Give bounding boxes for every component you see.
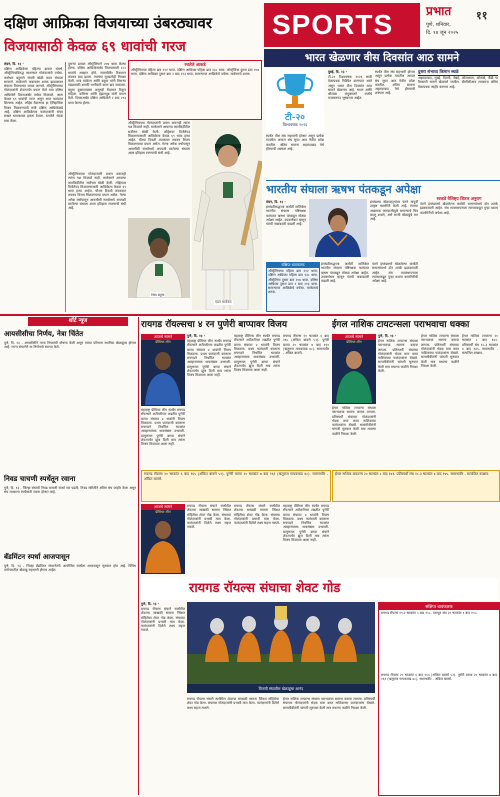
short-news-item3-title: बॅडमिंटन स्पर्धा आजपासून [4,553,70,561]
markram-caption: एडन मार्करम [215,300,232,304]
t20-logo-sub: विश्वचषक २०२६ [282,122,308,127]
mpl2-column-3: ईगल नाशिक टायटन्स २० षटकांत ८ बाद १४२. प्रतिस्पर्धी संघ १८.३ षटकांत ४ बाद १४५. सामनावीर - सत्यजित बच्छाव. [462,334,498,356]
mpl3-card [141,504,185,574]
mpl3-card-sub: प्रीमियर लीग [155,510,171,514]
pant-box-title: रवकडे वैशिष्ट्य शितल अनुराग [436,196,482,201]
pant-headline: भारतीय संघाला ऋषभ पंतकडून अपेक्षा [266,180,500,199]
mpl3-team-photo [187,602,375,684]
mpl3-bottom-column-2: ईगल नाशिक टायटन्स संघाला पराभवाचा सामना करावा लागला. प्रतिस्पर्धी संघाच्या गोलंदाजांनी भेदक मारा करत नाशिकच्या फलंदाजांना रोखले. सलामीवीरांनी चांगली सुरुवात केली मात्र मधल्या फळीने निराशा केली. [283,697,375,710]
left-column-2: दुसऱ्या डावात ऑस्ट्रेलियाने २०७ धावा केल्या होत्या. दक्षिण आफ्रिकेसमोर विजयासाठी २८२ धावांचे आव्हान होते. सलामीवीर रिकल्टन लवकर बाद झाला. त्यानंतर मुल्डरनेही निराशा केली. मात्र मार्करम आणि बवुमा यांनी तिसऱ्या गड्यासाठी शतकी भागीदारी करत डाव सावरला. बवुमा दुखापतग्रस्त असूनही मैदानात टिकून राहिला. कमिन्स आणि हेझलवूड यांनी प्रयत्न केले. दिवसअखेर दक्षिण आफ्रिकेने २ बाद २१३ धावा केल्या होत्या. [68,62,126,105]
t20-logo-text: टी-२० [285,113,305,123]
mpl3-scorebox-extra: रायगड रॉयल्स २० षटकांत ६ बाद १६५ (अंकित बावणे ५२). पुणेरी बाप्पा २० षटकांत ७ बाद १६१ (ऋतुराज गायकवाड ४८). सामनावीर - अंकित बावणे. [381,673,497,682]
mpl2-headline: ईगल नाशिक टायटन्सला पराभवाचा धक्का [332,320,470,330]
mpl1-card-sub: प्रीमियर लीग [155,340,171,344]
t20-dateline: दुबई, दि. १३ - [328,70,348,74]
mpl3-column-3: महाराष्ट्र प्रीमियर लीग स्पर्धेत रायगड रॉयल्सने अटीतटीच्या लढतीत पुणेरी बाप्पा संघावर ४ धावांनी विजय मिळवला. प्रथम फलंदाजी करताना रायगडने निर्धारित षटकांत आव्हानात्मक धावसंख्या उभारली. प्रत्युत्तरात पुणेरी बाप्पा संघाने शेवटपर्यंत झुंज दिली मात्र त्यांना विजय मिळवता आला नाही. [283,504,329,543]
mpl3-photo-caption: विजयी संघातील खेळाडूंचा आनंद [187,684,375,693]
short-news-item1-title: आयसीसीचा निर्णय, नेत्रा चिंतेत [4,330,84,338]
mpl2-column-2: ईगल नाशिक टायटन्स संघाला पराभवाचा सामना करावा लागला. प्रतिस्पर्धी संघाच्या गोलंदाजांनी भेदक मारा करत नाशिकच्या फलंदाजांना रोखले. सलामीवीरांनी चांगली सुरुवात केली मात्र मधल्या फळीने निराशा केली. [421,334,459,369]
short-news-item3-body: पुणे, दि. १३ - जिल्हा बॅडमिंटन संघटनेतर्फे आयोजित स्पर्धेला आजपासून सुरुवात होत आहे. विविध वयोगटातील खेळाडू सहभागी होणार आहेत. [4,564,136,573]
mpl1-under-card: महाराष्ट्र प्रीमियर लीग स्पर्धेत रायगड रॉयल्सने अटीतटीच्या लढतीत पुणेरी बाप्पा संघावर ४ धावांनी विजय मिळवला. प्रथम फलंदाजी करताना रायगडने निर्धारित षटकांत आव्हानात्मक धावसंख्या उभारली. प्रत्युत्तरात पुणेरी बाप्पा संघाने शेवटपर्यंत झुंज दिली मात्र त्यांना विजय मिळवता आला नाही. [141,408,185,447]
pant-dateline: लंडन, दि. १३ - [266,200,286,204]
mpl1-card [141,334,185,406]
pant-box [420,196,498,306]
player-silhouette-icon [141,515,185,573]
mpl1-scorebar-text: रायगड रॉयल्स २० षटकांत ६ बाद १६५ (अंकित बावणे ५२). पुणेरी बाप्पा २० षटकांत ७ बाद १६१ (ऋतुराज गायकवाड ४८). सामनावीर - अंकित बावणे. [144,472,328,481]
mpl3-card-title: आजचे सामने [141,504,185,510]
page-number: ११ [476,9,488,22]
batter-illustration [192,120,262,310]
bavuma-photo [128,218,190,298]
pant-box-body: पंतने इंग्लंडमध्ये खेळलेल्या कसोटी सामन्यांमध्ये दोन शतके झळकावली आहेत. संघ व्यवस्थापनाला त्याच्याकडून पुन्हा तशाच कामगिरीची अपेक्षा आहे. [420,202,498,215]
left-story-headline-1: दक्षिण आफ्रिका विजयाच्या उंबरठ्यावर [4,14,212,32]
pant-column-2: इंग्लंडच्या खेळपट्ट्यांवर पंतने यापूर्वी उत्कृष्ट कामगिरी केली आहे. त्याच्या आक्रमक फलंदाजीमुळे सामन्याचे चित्र बदलू शकते, असे माजी खेळाडूंचे मत आहे. [370,200,418,222]
t20-column-1: टी-२० विश्वचषक २०२६ साठी वेळापत्रक निश्चित करण्यात आले असून भारत वीस दिवसांत आठ सामने खेळणार आहे. भारत आणि श्रीलंका संयुक्तपणे स्पर्धेचे यजमानपद भूषवणार आहेत. [328,75,372,101]
short-news-item2-body: पुणे, दि. १३ - जिल्हा संघाची निवड चाचणी स्पर्धा पार पडली. निवड समितीने अंतिम संघ जाहीर केला असून संघ लवकरच स्पर्धेसाठी रवाना होणार आहे. [4,486,136,495]
stats-box [128,60,262,120]
mpl2-under-card: ईगल नाशिक टायटन्स संघाला पराभवाचा सामना करावा लागला. प्रतिस्पर्धी संघाच्या गोलंदाजांनी भेदक मारा करत नाशिकच्या फलंदाजांना रोखले. सलामीवीरांनी चांगली सुरुवात केली मात्र मधल्या फळीने निराशा केली. [332,406,376,436]
column-rule [65,62,66,312]
issue-date: दि. १४ जून २०२५ [426,30,459,36]
left-dateline: लंडन, दि. १३ - [4,62,24,66]
pant-column-3: इंग्लंडविरुद्धच्या कसोटी मालिकेत भारतीय संघाला यष्टिरक्षक फलंदाज ऋषभ पंतकडून मोठ्या अपेक्षा आहेत. उपकर्णधार म्हणून पंतची जबाबदारी वाढली आहे. [321,262,369,284]
t20-headline: भारत खेळणार वीस दिवसांत आठ सामने [264,49,500,67]
mpl3-column-2: रायगड रॉयल्स संघाने स्पर्धेतील शेवटचा साखळी सामना जिंकत मोहिमेचा शेवट गोड केला. संघाच्या गोलंदाजांनी प्रभावी मारा केला. फलंदाजांनी दिलेले लक्ष्य सहज गाठले. [234,504,280,526]
mpl3-scorebox-title: संक्षिप्त धावफलक [379,603,499,610]
mpl2-card [332,334,376,404]
sports-section-label: SPORTS [264,3,420,47]
mpl2-scorebar-text: ईगल नाशिक टायटन्स २० षटकांत ८ बाद १४२. प्रतिस्पर्धी संघ १८.३ षटकांत ४ बाद १४५. सामनावीर - सत्यजित बच्छाव. [335,472,490,476]
mpl3-bottom-column-1: रायगड रॉयल्स संघाने स्पर्धेतील शेवटचा साखळी सामना जिंकत मोहिमेचा शेवट गोड केला. संघाच्या गोलंदाजांनी प्रभावी मारा केला. फलंदाजांनी दिलेले लक्ष्य सहज गाठले. [187,697,279,710]
player-illustration [128,218,190,298]
mpl3-left-column: रायगड रॉयल्स संघाने स्पर्धेतील शेवटचा साखळी सामना जिंकत मोहिमेचा शेवट गोड केला. संघाच्या गोलंदाजांनी प्रभावी मारा केला. फलंदाजांनी दिलेले लक्ष्य सहज गाठले. [141,607,185,633]
mpl2-column-1: ईगल नाशिक टायटन्स संघाला पराभवाचा सामना करावा लागला. प्रतिस्पर्धी संघाच्या गोलंदाजांनी भेदक मारा करत नाशिकच्या फलंदाजांना रोखले. सलामीवीरांनी चांगली सुरुवात केली मात्र मधल्या फळीने निराशा केली. [378,339,418,374]
pant-column-1: इंग्लंडविरुद्धच्या कसोटी मालिकेत भारतीय संघाला यष्टिरक्षक फलंदाज ऋषभ पंतकडून मोठ्या अपेक्षा आहेत. उपकर्णधार म्हणून पंतची जबाबदारी वाढली आहे. [266,205,306,227]
t20-logo [266,70,324,132]
mpl1-column-2: महाराष्ट्र प्रीमियर लीग स्पर्धेत रायगड रॉयल्सने अटीतटीच्या लढतीत पुणेरी बाप्पा संघावर ४ धावांनी विजय मिळवला. प्रथम फलंदाजी करताना रायगडने निर्धारित षटकांत आव्हानात्मक धावसंख्या उभारली. प्रत्युत्तरात पुणेरी बाप्पा संघाने शेवटपर्यंत झुंज दिली मात्र त्यांना विजय मिळवता आला नाही. [234,334,280,373]
issue-day: पुणे, शनिवार, [426,22,451,28]
mpl2-card-sub: प्रीमियर लीग [346,340,362,344]
short-news-header: शॉर्ट न्यूज [28,317,128,326]
brand-name: प्रभात [426,4,452,18]
t20-column-2: स्पर्धेत वीस संघ सहभागी होणार असून प्रत्येक गटातील अव्वल संघ सुपर आठ फेरीत प्रवेश करतील. अंतिम सामना अहमदाबाद येथे होण्याची शक्यता आहे. [375,70,415,96]
markram-photo [192,120,262,310]
mpl2-scorebar [332,470,500,502]
mpl1-card-title: आजचे सामने [141,334,185,340]
mpl1-column-1: महाराष्ट्र प्रीमियर लीग स्पर्धेत रायगड रॉयल्सने अटीतटीच्या लढतीत पुणेरी बाप्पा संघावर ४ धावांनी विजय मिळवला. प्रथम फलंदाजी करताना रायगडने निर्धारित षटकांत आव्हानात्मक धावसंख्या उभारली. प्रत्युत्तरात पुणेरी बाप्पा संघाने शेवटपर्यंत झुंज दिली मात्र त्यांना विजय मिळवता आला नाही. [187,339,231,378]
mpl1-dateline: पुणे, दि. १३ - [187,334,206,338]
mpl3-column-1: रायगड रॉयल्स संघाने स्पर्धेतील शेवटचा साखळी सामना जिंकत मोहिमेचा शेवट गोड केला. संघाच्या गोलंदाजांनी प्रभावी मारा केला. फलंदाजांनी दिलेले लक्ष्य सहज गाठले. [187,504,231,530]
player-silhouette-icon [141,345,185,405]
score-card-title: संक्षिप्त धावफलक [267,263,319,268]
score-card [266,262,320,312]
player-silhouette-icon [332,345,376,403]
short-news-rule [138,317,139,795]
masthead-brand [424,2,500,48]
t20-column-1b: स्पर्धेत वीस संघ सहभागी होणार असून प्रत्येक गटातील अव्वल संघ सुपर आठ फेरीत प्रवेश करतील. अंतिम सामना अहमदाबाद येथे होण्याची शक्यता आहे. [266,134,324,151]
t20-box-title: दुसरा संभाव्य किमान स्थळे [418,69,498,76]
pant-illustration [309,199,367,257]
left-column-2b: ऑस्ट्रेलियाच्या गोलंदाजांनी प्रयत्न करूनही त्यांना यश मिळाले नाही. मार्करमने आपल्या कारकिर्दीतील सर्वोत्तम खेळी केली. लॉर्ड्सवर विजेतेपद मिळवण्यासाठी आफ्रिकेला केवळ ६९ धावा हव्या आहेत. चौथ्या दिवशी लवकरात लवकर विजय मिळवण्याचा प्रयत्न असेल. गेल्या अनेक वर्षांपासून आयसीसी स्पर्धांमध्ये अपयशी ठरलेल्या संघाला आता इतिहास रचण्याची संधी आहे. [68,172,126,211]
mpl3-dateline: पुणे, दि. १३ - [141,602,160,606]
section-divider [0,314,500,316]
t20-box-body: अहमदाबाद, मुंबई, दिल्ली, चेन्नई, कोलकाता, कोलंबो, कँडी या ठिकाणी सामने खेळवले जातील. बीसीसीआय लवकरच अंतिम वेळापत्रक जाहीर करणार आहे. [418,76,498,89]
team-celebration-illustration [187,602,375,684]
stats-box-title: रचलेले आकडे [184,62,206,67]
left-story-headline-2: विजयासाठी केवळ ६९ धावांची गरज [4,39,186,55]
pant-column-4: पंतने इंग्लंडमध्ये खेळलेल्या कसोटी सामन्यांमध्ये दोन शतके झळकावली आहेत. संघ व्यवस्थापनाला त्याच्याकडून पुन्हा तशाच कामगिरीची अपेक्षा आहे. [372,262,418,284]
mpl3-headline: रायगड रॉयल्स संघाचा शेवट गोड [141,578,498,600]
mpl2-dateline: पुणे, दि. १३ - [378,334,397,338]
mpl3-scorebox-body: रायगड रॉयल्स १९.२ षटकांत ५ बाद १५८. पराभूत संघ २० षटकांत ९ बाद १५५. [381,611,478,615]
mpl1-headline: रायगड रॉयल्सचा ४ रन पुणेरी बाप्पावर विजय [141,320,288,330]
score-card-body: ऑस्ट्रेलियाचा पहिला डाव २१२ धावा. दक्षिण आफ्रिका पहिला डाव १३८ धावा. ऑस्ट्रेलिया दुसरा डाव २०७ धावा. दक्षिण आफ्रिका दुसरा डाव २ बाद २१३ धावा. सामन्यावर आफ्रिकेचे वर्चस्व. मार्करमचे शतक. [268,269,318,295]
pant-photo [309,199,367,257]
short-news-item2-title: निवड चाचणी स्पर्धेतून रवाना [4,475,76,483]
mpl2-card-title: आजचे सामने [332,334,376,340]
bavuma-caption: टेम्बा बवुमा [151,293,165,297]
short-news-item1-body: पुणे, दि. १३ - आयसीसीने नव्या नियमांची घोषणा केली असून त्याचा परिणाम स्थानिक खेळाडूंवर होणार आहे. राज्य संघटनेने या निर्णयाचे स्वागत केले. [4,341,136,350]
mpl1-column-3: रायगड रॉयल्स २० षटकांत ६ बाद १६५ (अंकित बावणे ५२). पुणेरी बाप्पा २० षटकांत ७ बाद १६१ (ऋतुराज गायकवाड ४८). सामनावीर - अंकित बावणे. [283,334,329,356]
left-column-3: ऑस्ट्रेलियाच्या गोलंदाजांनी प्रयत्न करूनही त्यांना यश मिळाले नाही. मार्करमने आपल्या कारकिर्दीतील सर्वोत्तम खेळी केली. लॉर्ड्सवर विजेतेपद मिळवण्यासाठी आफ्रिकेला केवळ ६९ धावा हव्या आहेत. चौथ्या दिवशी लवकरात लवकर विजय मिळवण्याचा प्रयत्न असेल. गेल्या अनेक वर्षांपासून आयसीसी स्पर्धांमध्ये अपयशी ठरलेल्या संघाला आता इतिहास रचण्याची संधी आहे. [128,121,190,156]
mpl1-scorebar [141,470,331,502]
left-column-1: दक्षिण आफ्रिकेचा पहिल्या डावात संघर्ष, ऑस्ट्रेलियाविरुद्ध सामन्यात गोलंदाजांचे वर्चस्व. कर्णधार बवुमाने संयमी खेळी करत संघाला सावरले. मार्करमने जबरदस्त शतक झळकावत संघाला विजयाच्या जवळ आणले. ऑस्ट्रेलियाच्या गोलंदाजांनी शेवटपर्यंत प्रयत्न केले मात्र दक्षिण आफ्रिकेने दिवसअखेर वर्चस्व मिळवले. आता केवळ ६९ धावांची गरज असून आठ फलंदाज शिल्लक आहेत. लॉर्ड्स मैदानावर हा ऐतिहासिक विजय मिळवण्याची संधी दक्षिण आफ्रिकेकडे आहे. दक्षिण आफ्रिकेच्या फलंदाजांनी संयम राखत धावफलक हलता ठेवला. स्टार्कने भेदक मारा केला. [4,67,63,123]
t20-box [418,69,498,177]
mpl3-scorebox [378,602,500,796]
stats-box-body: ऑस्ट्रेलियाचा पहिला डाव २१२ धावा. दक्षिण आफ्रिका पहिला डाव १३८ धावा. ऑस्ट्रेलिया दुसरा डाव २०७ धावा. दक्षिण आफ्रिका दुसरा डाव २ बाद २१३ धावा. सामन्यावर आफ्रिकेचे वर्चस्व. मार्करमचे शतक. [131,68,259,77]
